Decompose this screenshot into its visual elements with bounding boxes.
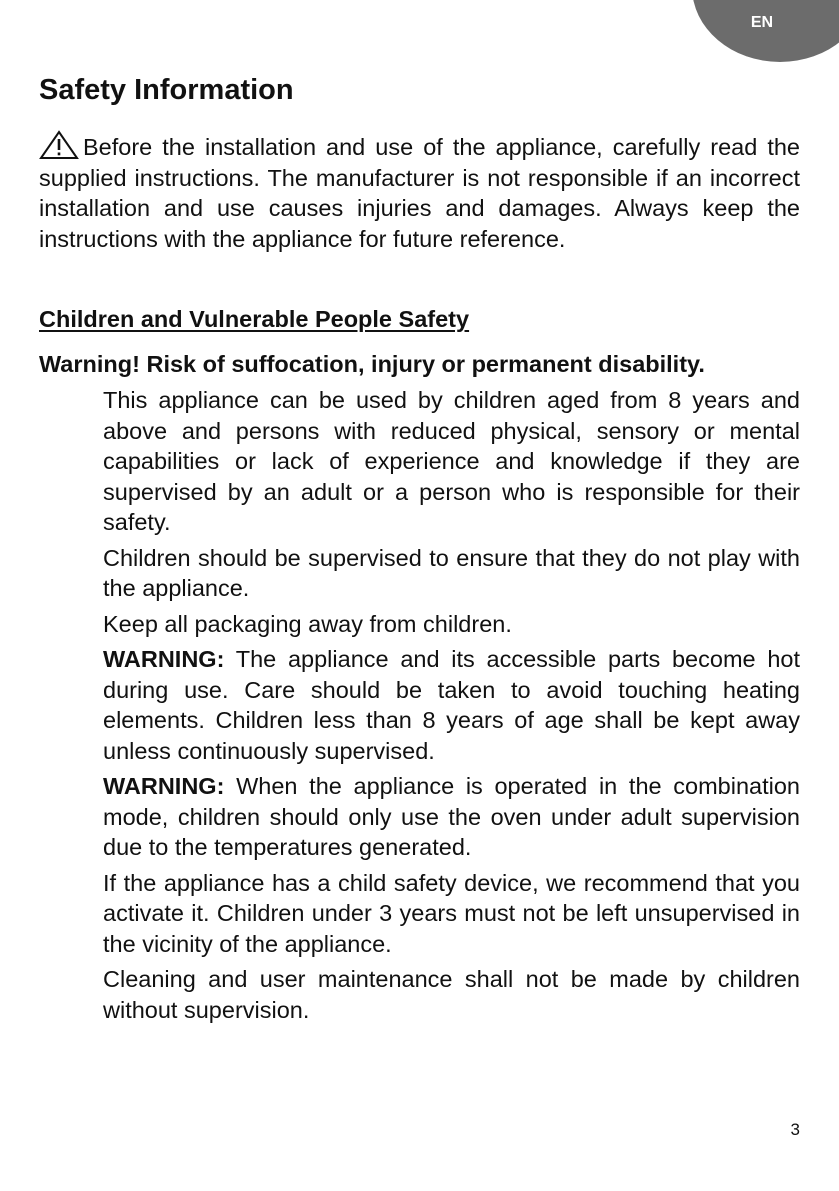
language-tab-label: EN [750, 14, 774, 31]
list-item: Children should be supervised to ensure that they do not play with the appliance. [103, 544, 800, 601]
warning-triangle-icon [39, 130, 79, 160]
section-heading: Children and Vulnerable People Safety [39, 306, 470, 332]
warning-statement: Warning! Risk of suffocation, injury or permanent disability. [39, 351, 705, 377]
safety-list [103, 385, 800, 1030]
list-item: If the appliance has a child safety device, we recommend that you activate it. Children under 3 years must not be left unsupervised in the vicinity of the appliance. [103, 869, 800, 957]
list-item: This appliance can be used by children aged from 8 years and above and persons with reduced physical, sensory or mental capabilities or lack of experience and knowledge if they are supervised by an adult or a person who is responsible for their safety. [103, 387, 800, 535]
list-item: WARNING: The appliance and its accessible parts become hot during use. Care should be taken to avoid touching heating elements. Children less than 8 years of age shall be kept away unless continuously supervised. [103, 646, 800, 764]
page-title: Safety Information [39, 74, 294, 106]
list-item: Cleaning and user maintenance shall not be made by children without supervision. [103, 966, 800, 1023]
warning-label: WARNING: [103, 646, 225, 672]
warning-label: WARNING: [103, 773, 225, 799]
list-item: WARNING: When the appliance is operated in the combination mode, children should only use the oven under adult supervision due to the temperatures generated. [103, 773, 800, 860]
intro-text: Before the installation and use of the appliance, carefully read the supplied instructions. The manufacturer is not responsible if an incorrect installation and use causes injuries and damages. Always keep the instructions with the appliance for future reference. [39, 134, 800, 252]
list-item: Keep all packaging away from children. [103, 610, 512, 637]
page-number: 3 [790, 1120, 800, 1139]
intro-paragraph [39, 130, 800, 254]
